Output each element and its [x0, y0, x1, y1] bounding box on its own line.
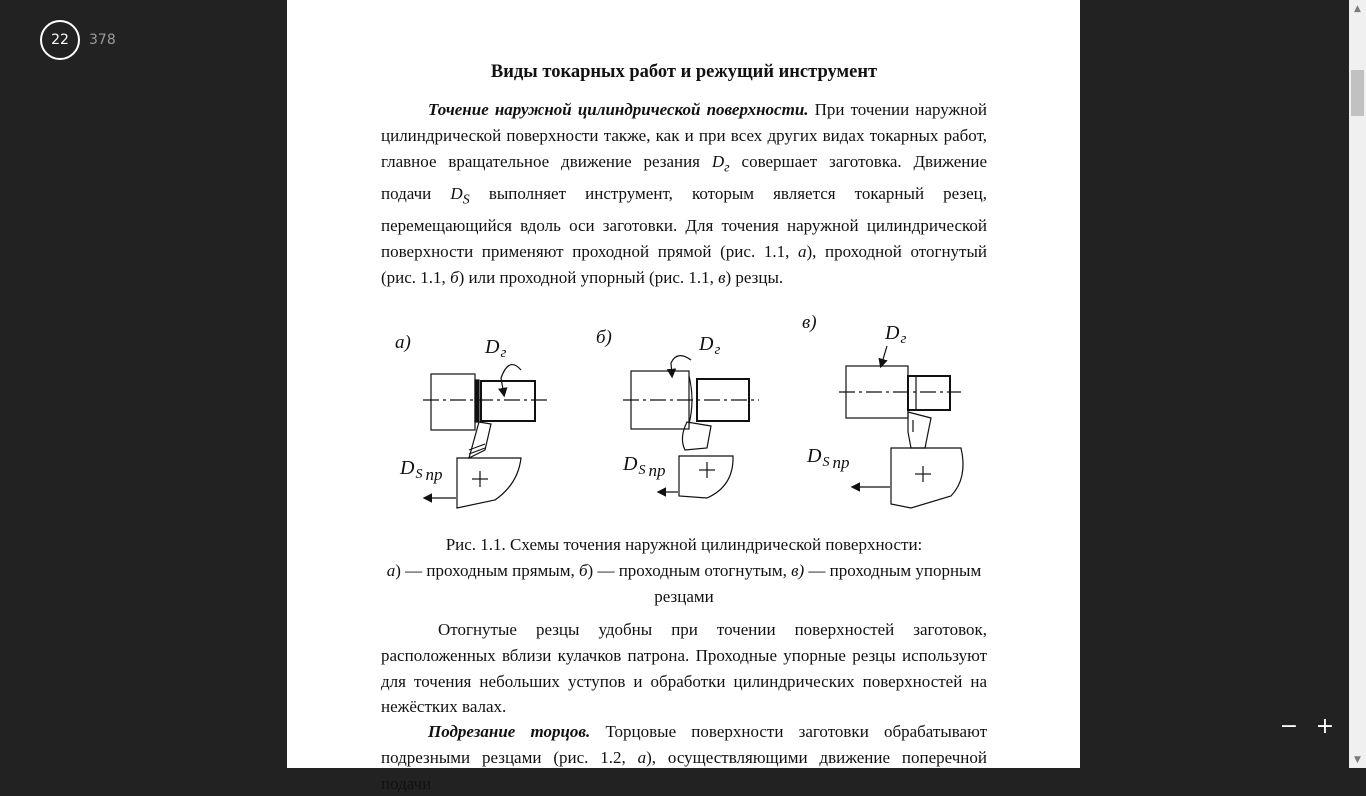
zoom-out-button[interactable]: −: [1279, 714, 1299, 739]
scheme-a: [395, 332, 547, 508]
svg-text:Dг: $D_г$: [485, 336, 507, 361]
vertical-scrollbar[interactable]: [1349, 0, 1366, 768]
ref-a: а: [637, 747, 647, 767]
scroll-up-icon[interactable]: ▲: [1354, 3, 1361, 14]
symbol-ds-sub: S: [462, 191, 470, 208]
zoom-in-button[interactable]: +: [1315, 714, 1335, 739]
paragraph-text: выполняет инструмент, которым является токарный резец, перемещающийся вдоль оси заготовки. Для точения наружной цилиндрической поверхности применяют проходной прямой (рис. 1.1,: [381, 183, 987, 261]
scheme-v-label: в): [802, 312, 817, 333]
paragraph-bent-cutters: Отогнутые резцы удобны при точении поверхностей заготовок, расположенных вблизи кулачков патрона. Проходные упорные резцы используют для точения небольших уступов и обработки цилиндрических поверхностей на нежёстких валах.: [381, 620, 987, 717]
svg-text:Dг: $D_г$: [885, 322, 907, 347]
scheme-b: [596, 327, 759, 498]
caption-text: ) — проходным прямым,: [395, 561, 579, 580]
paragraph-text: При точении наружной цилиндрической поверхности также, как и при всех других видах токарных работ, главное вращательное движение резания: [381, 100, 987, 171]
symbol-ds: D: [450, 183, 463, 203]
page-counter: [40, 20, 116, 60]
paragraph-text: ), осуществляющими движение поперечной подачи: [381, 747, 988, 793]
scroll-down-icon[interactable]: ▼: [1354, 754, 1361, 765]
ref-b: б: [450, 267, 459, 287]
ref-v: в: [718, 267, 726, 287]
caption-ref-a: а: [386, 561, 396, 580]
figure-caption: [381, 532, 987, 610]
caption-ref-b: б: [578, 561, 588, 580]
paragraph-text: ) или проходной упорный (рис. 1.1,: [458, 267, 719, 287]
caption-text: ) — проходным отогнутым,: [587, 561, 792, 580]
scheme-v: [802, 312, 963, 508]
caption-ref-v: в): [791, 561, 805, 580]
paragraph-turning: [381, 97, 987, 290]
paragraph-text: совершает заготовка. Движение подачи: [381, 151, 987, 203]
paragraph-text: Торцовые поверхности заготовки обрабатывают подрезными резцами (рис. 1.2,: [381, 722, 987, 767]
svg-text:DSпр: $D_S$ пр: [623, 453, 666, 480]
turning-schemes-figure: [381, 308, 987, 523]
paragraph-heading: Подрезание торцов.: [428, 722, 591, 741]
document-page: [287, 0, 1080, 793]
symbol-dg: D: [711, 151, 725, 171]
caption-text: — проходным упорным резцами: [654, 561, 982, 606]
paragraph-text: ) резцы.: [725, 267, 784, 287]
svg-text:Dг: $D_г$: [699, 333, 721, 358]
ref-a: а: [797, 241, 807, 261]
scheme-a-label: а): [395, 332, 411, 353]
paragraph-text: ), проходной отогнутый (рис. 1.1,: [381, 241, 987, 287]
svg-text:DSпр: $D_S$ пр: [807, 445, 850, 472]
scheme-b-label: б): [596, 327, 612, 348]
symbol-dg-sub: г: [724, 158, 730, 175]
current-page-indicator[interactable]: 22: [40, 20, 80, 60]
svg-text:DSпр: $D_S$ пр: [400, 457, 443, 484]
page-title: Виды токарных работ и режущий инструмент: [490, 62, 878, 82]
paragraph-facing: [381, 719, 987, 796]
total-pages: 378: [89, 32, 116, 48]
caption-line-1: Рис. 1.1. Схемы точения наружной цилиндрической поверхности:: [445, 535, 923, 554]
scroll-thumb[interactable]: [1351, 70, 1364, 116]
paragraph-heading: Точение наружной цилиндрической поверхности.: [428, 100, 809, 119]
